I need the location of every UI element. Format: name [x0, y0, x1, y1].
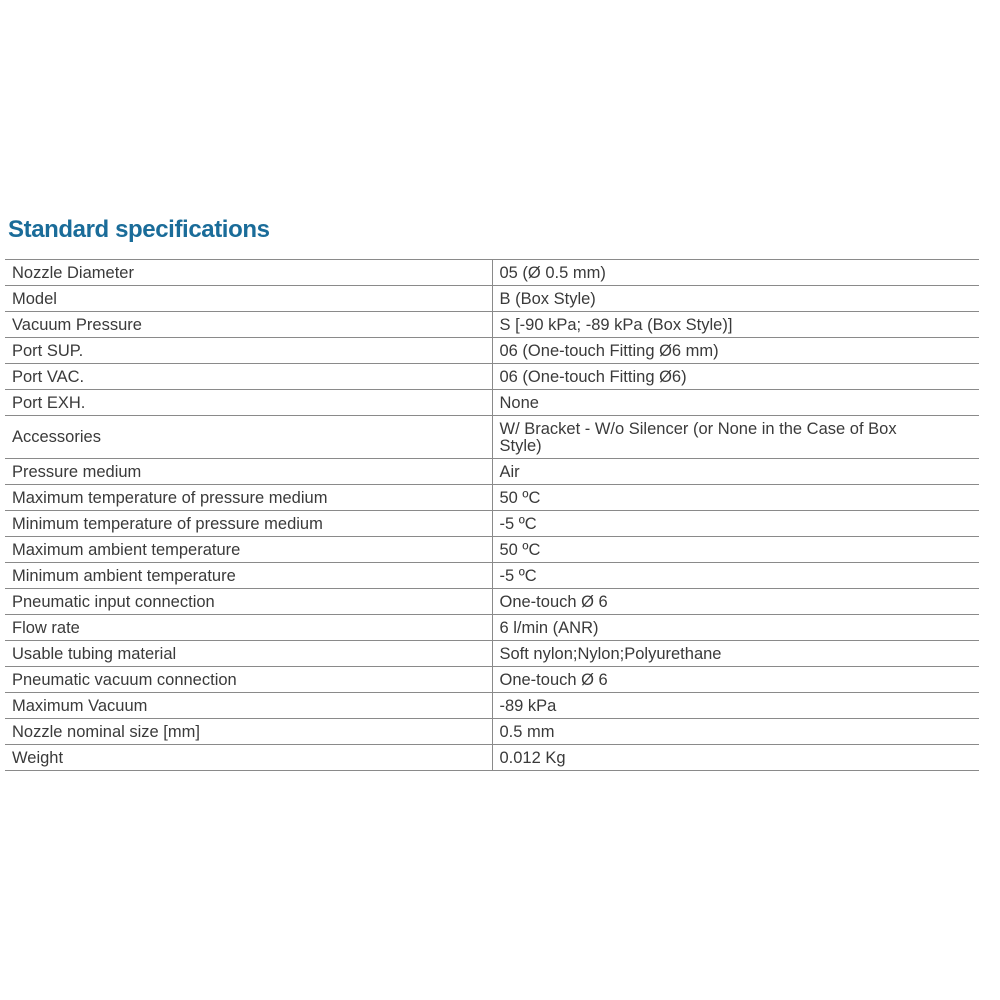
spec-value: -5 ºC — [492, 563, 979, 589]
specifications-table — [5, 259, 979, 771]
spec-name: Minimum temperature of pressure medium — [12, 514, 323, 533]
table-row — [5, 745, 979, 771]
spec-value: One-touch Ø 6 — [492, 589, 979, 615]
table-row — [5, 641, 979, 667]
spec-value: None — [492, 390, 979, 416]
spec-name: Nozzle nominal size [mm] — [12, 722, 200, 741]
spec-value: -5 ºC — [492, 511, 979, 537]
spec-name: Model — [12, 289, 57, 308]
spec-value: B (Box Style) — [492, 286, 979, 312]
spec-name: Nozzle Diameter — [12, 263, 134, 282]
spec-value: Soft nylon;Nylon;Polyurethane — [492, 641, 979, 667]
table-row — [5, 537, 979, 563]
spec-name: Pneumatic input connection — [12, 592, 215, 611]
spec-name: Port SUP. — [12, 341, 84, 360]
table-row — [5, 312, 979, 338]
table-row — [5, 338, 979, 364]
spec-name: Weight — [12, 748, 64, 767]
spec-name: Port EXH. — [12, 393, 86, 412]
table-row — [5, 364, 979, 390]
spec-name: Flow rate — [12, 618, 80, 637]
table-row — [5, 615, 979, 641]
spec-name: Maximum temperature of pressure medium — [12, 488, 328, 507]
spec-value: S [-90 kPa; -89 kPa (Box Style)] — [492, 312, 979, 338]
table-row — [5, 485, 979, 511]
spec-name: Minimum ambient temperature — [12, 566, 236, 585]
spec-value: One-touch Ø 6 — [492, 667, 979, 693]
spec-value: 05 (Ø 0.5 mm) — [492, 260, 979, 286]
table-row — [5, 511, 979, 537]
table-row — [5, 416, 979, 459]
spec-value: 50 ºC — [492, 485, 979, 511]
spec-name: Port VAC. — [12, 367, 85, 386]
table-row — [5, 667, 979, 693]
table-row — [5, 563, 979, 589]
spec-value: 06 (One-touch Fitting Ø6 mm) — [492, 338, 979, 364]
spec-name: Accessories — [12, 428, 101, 446]
table-row — [5, 719, 979, 745]
table-row — [5, 260, 979, 286]
spec-value: 0.5 mm — [492, 719, 979, 745]
spec-name: Pneumatic vacuum connection — [12, 670, 237, 689]
table-row — [5, 693, 979, 719]
table-row — [5, 589, 979, 615]
spec-name: Vacuum Pressure — [12, 315, 142, 334]
spec-value: W/ Bracket - W/o Silencer (or None in the Case of Box Style) — [492, 416, 979, 459]
spec-name: Usable tubing material — [12, 644, 177, 663]
table-row — [5, 286, 979, 312]
spec-value: 50 ºC — [492, 537, 979, 563]
spec-name: Maximum ambient temperature — [12, 540, 241, 559]
spec-value: 6 l/min (ANR) — [492, 615, 979, 641]
spec-name: Pressure medium — [12, 462, 142, 481]
spec-name: Maximum Vacuum — [12, 696, 148, 715]
table-row — [5, 459, 979, 485]
page-title: Standard specifications — [8, 216, 270, 243]
spec-value: 06 (One-touch Fitting Ø6) — [492, 364, 979, 390]
table-row — [5, 390, 979, 416]
spec-value: 0.012 Kg — [492, 745, 979, 771]
spec-value: Air — [492, 459, 979, 485]
spec-value: -89 kPa — [492, 693, 979, 719]
